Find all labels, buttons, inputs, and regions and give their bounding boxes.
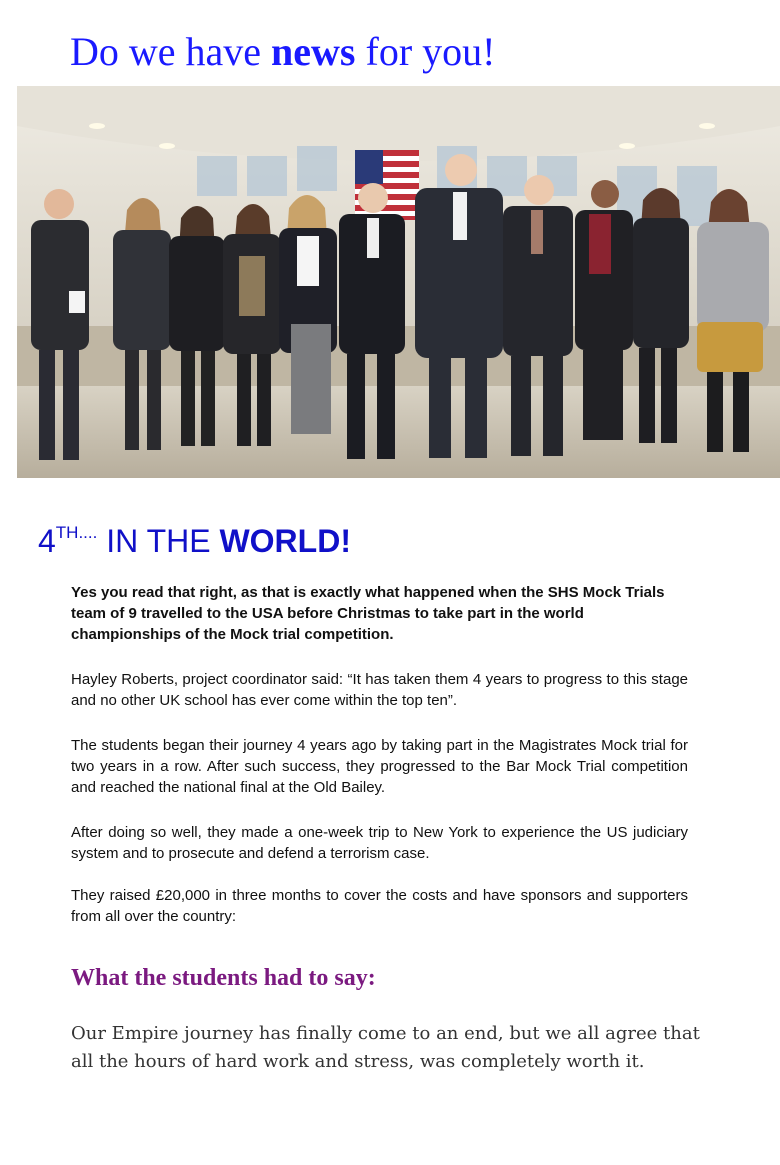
students-quote: Our Empire journey has finally come to an end, but we all agree that all the hours of hard work and stress, was completely worth it. <box>71 1023 700 1072</box>
students-heading: What the students had to say: <box>71 965 376 991</box>
fundraising-paragraph: They raised £20,000 in three months to cover the costs and have sponsors and supporters from all over the country: <box>71 887 688 925</box>
new-york-paragraph: After doing so well, they made a one-week trip to New York to experience the US judiciary system and to prosecute and defend a terrorism case. <box>71 824 688 862</box>
headline-part1: Do we have <box>70 29 272 74</box>
intro-paragraph: Yes you read that right, as that is exactly what happened when the SHS Mock Trials team of 9 travelled to the USA before Christmas to take part in the world championships of the Mock trial competition. <box>71 584 665 643</box>
team-photo <box>17 86 780 478</box>
headline-part2: for you! <box>355 29 496 74</box>
headline-number: 4 <box>38 523 56 559</box>
section-headline <box>38 508 351 566</box>
team-photo-illustration <box>17 86 780 478</box>
headline-emphasis: news <box>271 29 356 74</box>
journey-paragraph: The students began their journey 4 years ago by taking part in the Magistrates Mock trial for two years in a row. After such success, they progressed to the Bar Mock Trial competition and reached the national final at the Old Bailey. <box>71 737 688 796</box>
headline-middle: IN THE <box>97 523 220 559</box>
coordinator-quote-paragraph: Hayley Roberts, project coordinator said: “It has taken them 4 years to progress to this stage and no other UK school has ever come within the top ten”. <box>71 671 688 709</box>
headline-world: WORLD! <box>219 523 351 559</box>
headline-superscript: TH.... <box>55 523 98 542</box>
page-headline <box>70 28 495 76</box>
